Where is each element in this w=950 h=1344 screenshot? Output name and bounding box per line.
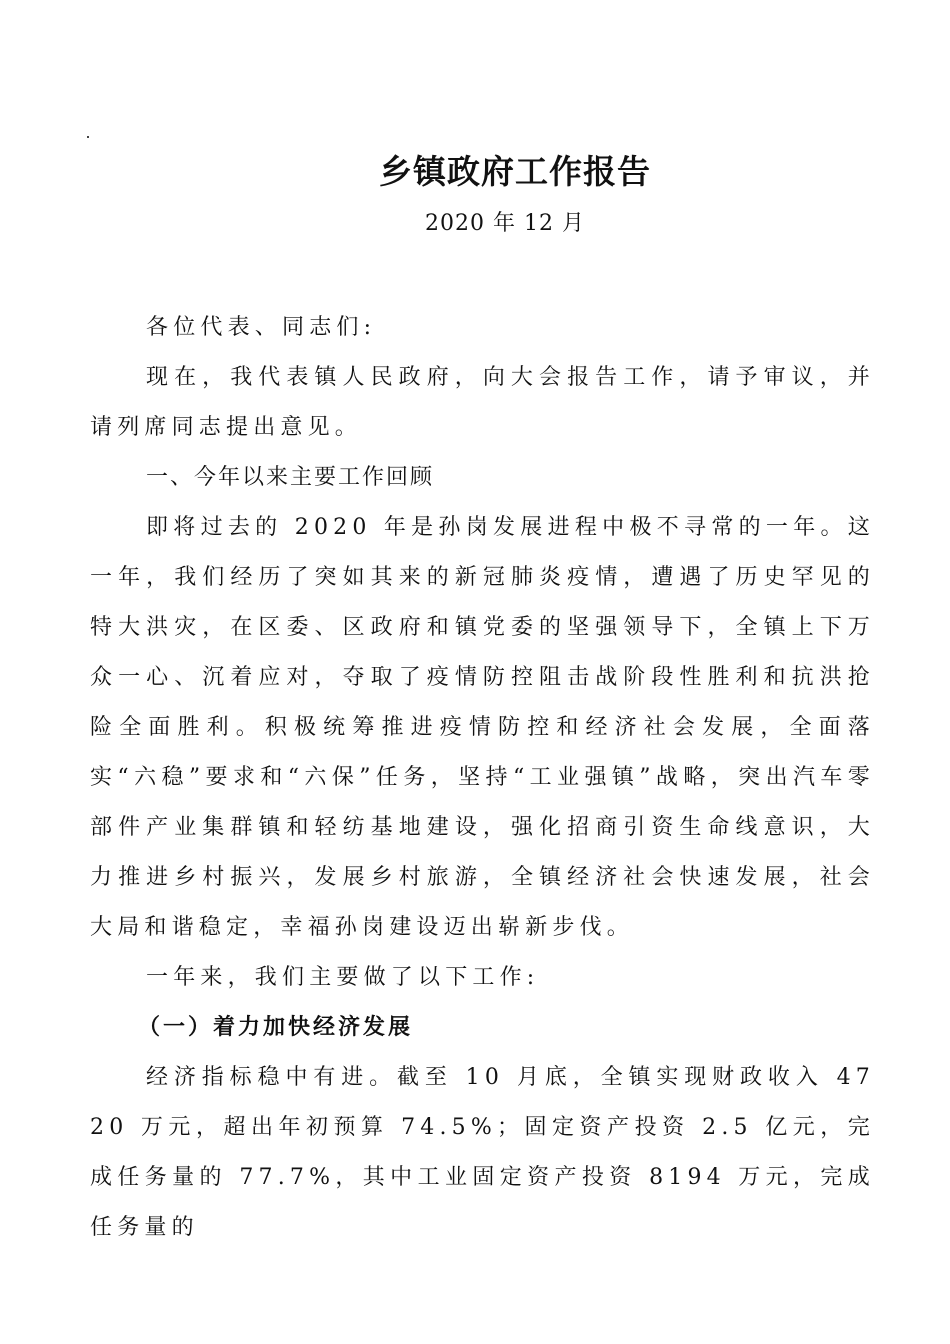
document-title: 乡镇政府工作报告: [379, 152, 651, 191]
paragraph-review: 即将过去的 2020 年是孙岗发展进程中极不寻常的一年。这一年，我们经历了突如其来的新冠肺炎疫情，遭遇了历史罕见的特大洪灾，在区委、区政府和镇党委的坚强领导下，全镇上下万众一心、沉着应对，夺取了疫情防控阻击战阶段性胜利和抗洪抢险全面胜利。积极统筹推进疫情防控和经济社会发展，全面落实“六稳”要求和“六保”任务，坚持“工业强镇”战略，突出汽车零部件产业集群镇和轻纺基地建设，强化招商引资生命线意识，大力推进乡村振兴，发展乡村旅游，全镇经济社会快速发展，社会大局和谐稳定，幸福孙岗建设迈出崭新步伐。: [90, 515, 875, 940]
page-dot-mark: [87, 136, 89, 138]
document-body: [90, 303, 875, 1253]
salutation: 各位代表、同志们:: [146, 315, 377, 340]
subsection-heading: （一）着力加快经济发展: [138, 1015, 414, 1040]
paragraph-work-intro: 一年来，我们主要做了以下工作:: [146, 965, 540, 990]
document-date: 2020 年 12 月: [425, 211, 585, 236]
paragraph-intro: 现在，我代表镇人民政府，向大会报告工作，请予审议，并请列席同志提出意见。: [90, 365, 875, 440]
paragraph-economy: 经济指标稳中有进。截至 10 月底，全镇实现财政收入 4720 万元，超出年初预算 74.5%；固定资产投资 2.5 亿元，完成任务量的 77.7%，其中工业固定资产投资 8194 万元，完成任务量的: [90, 1065, 875, 1240]
section-heading: 一、今年以来主要工作回顾: [146, 465, 435, 490]
